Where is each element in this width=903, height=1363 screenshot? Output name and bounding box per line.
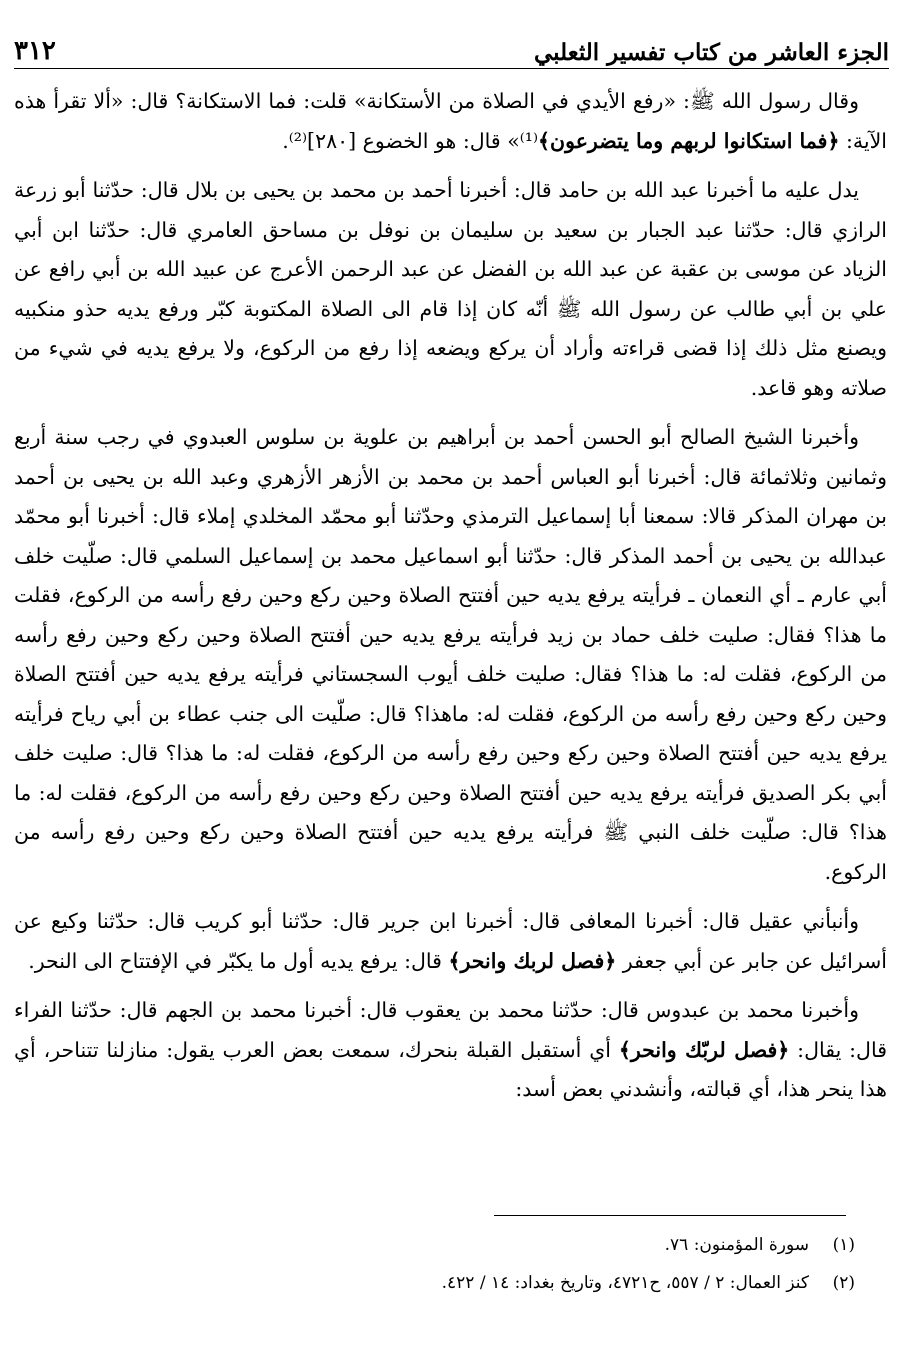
paragraph: وأخبرنا الشيخ الصالح أبو الحسن أحمد بن أبراهيم بن علوية بن سلوس العبدوي في رجب سنة أربع وثمانين وثلاثمائة قال: أخبرنا أبو العباس أحمد بن محمد بن الأزهر الأزهري وعبد الله بن يحيى بن أحمد بن مهران المذكر قالا: سمعنا أبا إسماعيل الترمذي وحدّثنا أبو محمّد المخلدي إملاء قال: أخبرنا أبو محمّد عبدالله بن يحيى بن أحمد المذكر قال: حدّثنا أبو اسماعيل محمد بن إسماعيل السلمي قال: صلّيت خلف أبي عارم ـ أي النعمان ـ فرأيته يرفع يديه حين أفتتح الصلاة وحين ركع وحين رفع رأسه من الركوع، فقلت ما هذا؟ فقال: صليت خلف حماد بن زيد فرأيته يرفع يديه حين أفتتح الصلاة وحين ركع وحين رفع رأسه من الركوع، فقلت له: ما هذا؟ فقال: صليت خلف أيوب السجستاني فرأيته يرفع يديه حين أفتتح الصلاة وحين ركع وحين رفع رأسه من الركوع، فقلت له: ماهذا؟ قال: صلّيت الى جنب عطاء بن أبي رياح فرأيته يرفع يديه حين أفتتح الصلاة وحين ركع وحين رفع رأسه من الركوع، فقلت له: ما هذا؟ قال: صليت خلف أبي بكر الصديق فرأيته يرفع يديه حين أفتتح الصلاة وحين ركع وحين رفع رأسه من الركوع، فقلت له: ما هذا؟ قال: صلّيت خلف النبي ﷺ فرأيته يرفع يديه حين أفتتح الصلاة وحين ركع وحين رفع رأسه من الركوع. (14, 425, 887, 884)
footnote-divider (494, 1215, 846, 1216)
page-header (14, 26, 889, 66)
footnote (14, 1264, 855, 1302)
running-title: الجزء العاشر من كتاب تفسير الثعلبي (534, 39, 889, 66)
page-number: ٣١٢ (14, 36, 56, 66)
footnote-number: (٢) (832, 1273, 855, 1293)
footnote-text: كنز العمال: ٢ / ٥٥٧، ح٤٧٢١، وتاريخ بغداد: ١٤ / ٤٢٢. (441, 1273, 809, 1293)
header-divider (14, 68, 889, 69)
quran-quote: ﴿فصل لربّك وانحر﴾ (618, 1037, 790, 1062)
footnotes (14, 1226, 855, 1302)
footnote-text: سورة المؤمنون: ٧٦. (664, 1235, 809, 1255)
paragraph: وأنبأني عقيل قال: أخبرنا المعافى قال: أخبرنا ابن جرير قال: حدّثنا أبو كريب قال: حدّثنا وكيع عن أسرائيل عن جابر عن أبي جعفر ﴿فصل لربك وانحر﴾ قال: يرفع يديه أول ما يكبّر في الإفتتاح الى النحر. (14, 909, 887, 973)
paragraph: يدل عليه ما أخبرنا عبد الله بن حامد قال: أخبرنا أحمد بن محمد بن يحيى بن بلال قال: حدّثنا أبو زرعة الرازي قال: حدّثنا عبد الجبار بن سعيد بن سليمان بن نوفل بن مساحق العامري قال: حدّثنا ابن أبي الزياد عن موسى بن عقبة عن عبد الله بن الفضل عن عبد الرحمن الأعرج عن عبيد الله بن أبي رافع عن علي بن أبي طالب عن رسول الله ﷺ أنّه كان إذا قام الى الصلاة المكتوبة كبّر ورفع يديه حذو منكبيه ويصنع مثل ذلك إذا قضى قراءته وأراد أن يركع ويضعه إذا رفع من الركوع، ولا يرفع يديه في شيء من صلاته وهو قاعد. (14, 178, 888, 400)
footnote (14, 1226, 855, 1264)
paragraph: وقال رسول الله ﷺ: «رفع الأيدي في الصلاة من الأستكانة» قلت: فما الاستكانة؟ قال: «ألا تقرأ هذه الآية: ﴿فما استكانوا لربهم وما يتضرعون﴾⁽¹⁾» قال: هو الخضوع [٢٨٠]⁽²⁾. (14, 89, 887, 153)
paragraph: وأخبرنا محمد بن عبدوس قال: حدّثنا محمد بن يعقوب قال: أخبرنا محمد بن الجهم قال: حدّثنا الفراء قال: يقال: ﴿فصل لربّك وانحر﴾ أي أستقبل القبلة بنحرك، سمعت بعض العرب يقول: منازلنا تتناحر، أي هذا ينحر هذا، أي قبالته، وأنشدني بعض أسد: (14, 998, 887, 1101)
quran-quote: ﴿فصل لربك وانحر﴾ (448, 948, 617, 973)
quran-quote: ﴿فما استكانوا لربهم وما يتضرعون﴾ (538, 128, 840, 153)
main-text (14, 82, 887, 1120)
footnote-number: (١) (832, 1235, 855, 1255)
